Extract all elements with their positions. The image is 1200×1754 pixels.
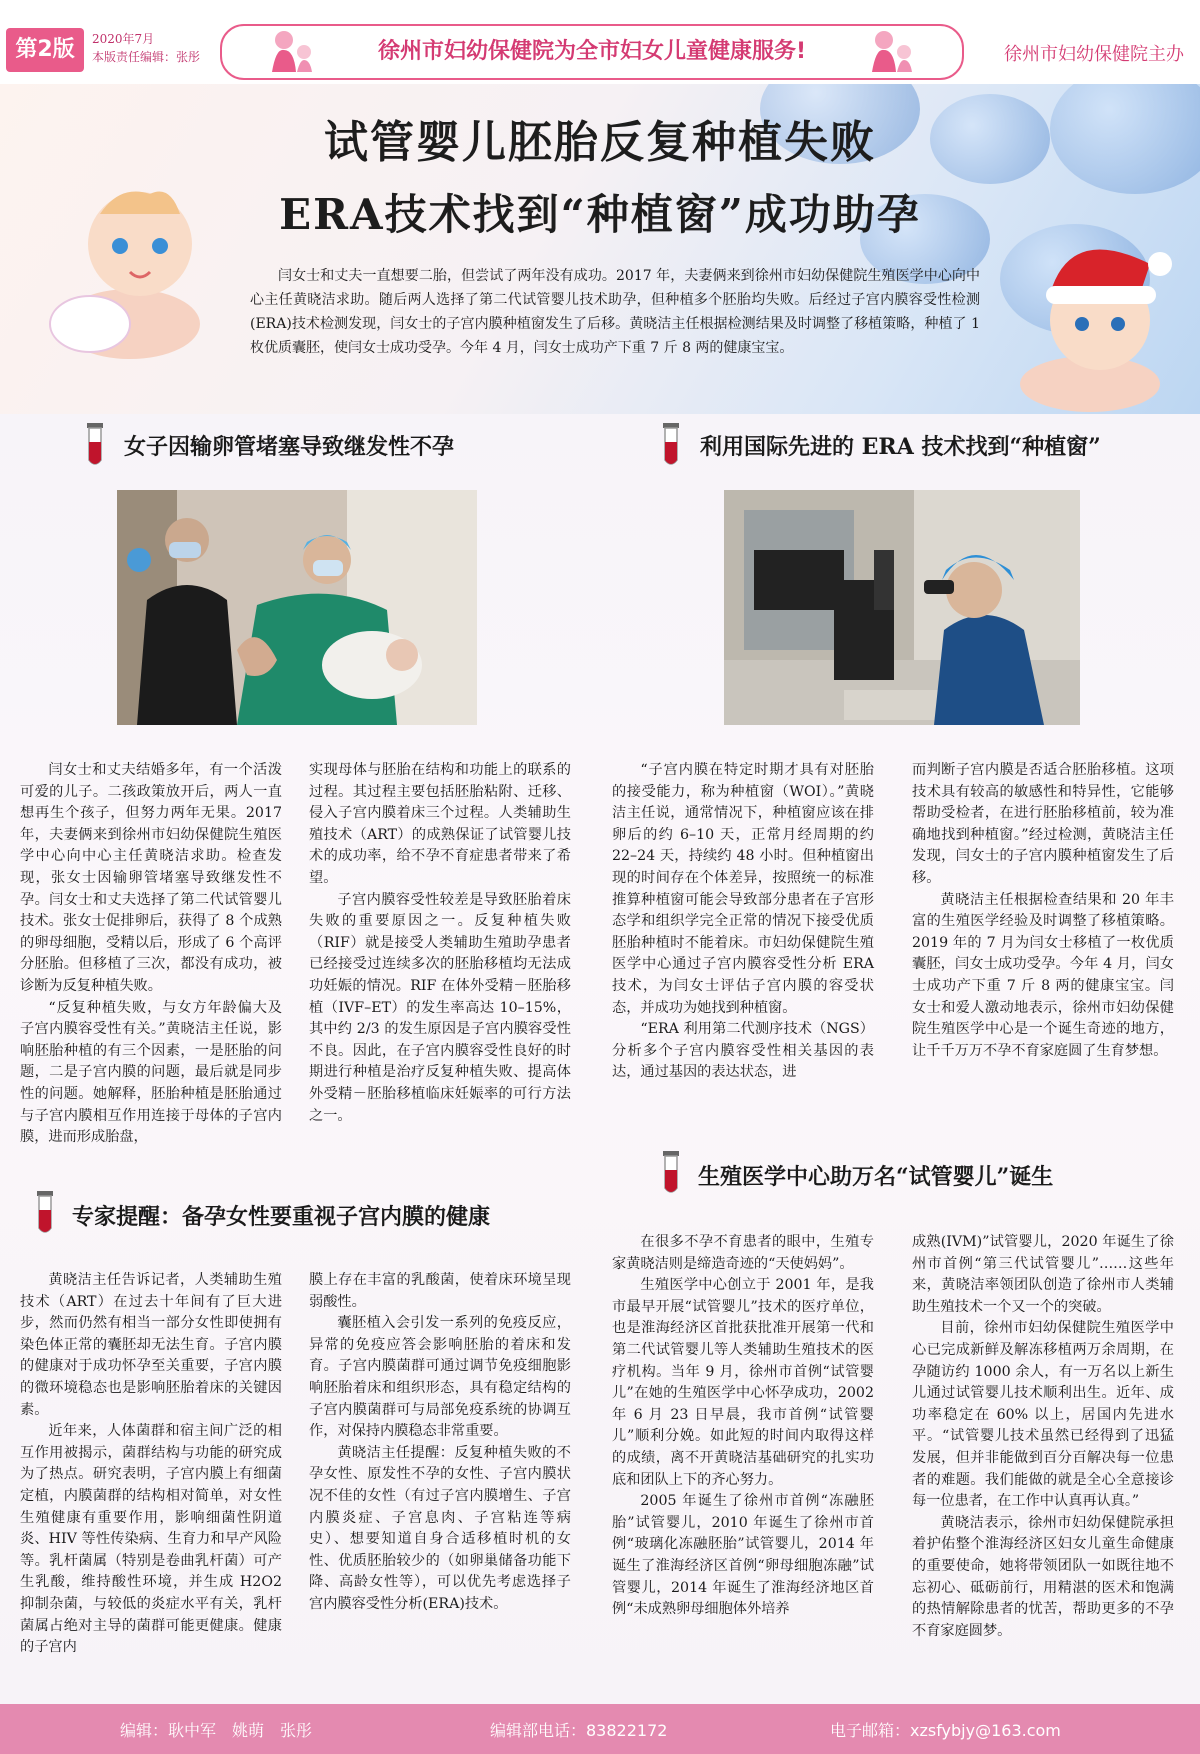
paragraph: “ERA 利用第二代测序技术（NGS）分析多个子宫内膜容受性相关基因的表达，通过基因的表达状态，进 xyxy=(612,1021,874,1081)
photo-family-with-newborn xyxy=(117,490,477,725)
headline-title-line1: 试管婴儿胚胎反复种植失败 xyxy=(324,117,876,168)
paragraph: “子宫内膜在特定时期才具有对胚胎的接受能力，称为种植窗（WOI）。”黄晓洁主任说，通常情况下，种植窗应该在排卵后的约 6–10 天，正常月经周期的约 22–24 天，持续约 48 小时。但种植窗出现的时间存在个体差异，按照统一的标准推算种植窗可能会导致部分患者在子宫形态学和组织学完全正常的情况下接受优质胚胎种植时不能着床。市妇幼保健院生殖医学中心通过子宫内膜容受性分析 ERA 技术，为闫女士评估子宫内膜的容受状态，并成功为她找到种植窗。 xyxy=(612,762,874,1016)
paragraph: 黄晓洁主任提醒：反复种植失败的不孕女性、原发性不孕的女性、子宫内膜状况不佳的女性（有过子宫内膜增生、子宫内膜炎症、子宫息肉、子宫粘连等病史）、想要知道自身合适移植时机的女性、优质胚胎较少的（如卵巢储备功能下降、高龄女性等），可以优先考虑选择子宫内膜容受性分析(ERA)技术。 xyxy=(309,1444,571,1612)
headline-title-line2: ERA技术找到“种植窗”成功助孕 xyxy=(279,190,921,239)
test-tube-icon xyxy=(660,422,682,468)
paragraph: 实现母体与胚胎在结构和功能上的联系的过程。其过程主要包括胚胎粘附、迁移、侵入子宫内膜着床三个过程。人类辅助生殖技术（ART）的成熟保证了试管婴儿技术的成功率，给不孕不育症患者带来了希望。 xyxy=(309,762,571,886)
headline-banner xyxy=(0,84,1200,414)
section-heading-3: 专家提醒：备孕女性要重视子宫内膜的健康 xyxy=(72,1204,491,1230)
footer-editors: 编辑：耿中军 姚萌 张彤 xyxy=(120,1721,313,1740)
article-column-1 xyxy=(20,760,282,1149)
issue-info xyxy=(92,30,200,66)
slogan-banner xyxy=(220,24,964,80)
page-number-tag: 第2版 xyxy=(6,28,84,72)
paragraph: 而判断子宫内膜是否适合胚胎移植。这项技术具有较高的敏感性和特异性，它能够帮助受检者，在进行胚胎移植前，较为准确地找到种植窗。”经过检测，黄晓洁主任发现，闫女士的子宫内膜种植窗发生了后移。 xyxy=(912,762,1174,886)
paragraph: 2005 年诞生了徐州市首例“冻融胚胎”试管婴儿，2010 年诞生了徐州市首例“玻璃化冻融胚胎”试管婴儿，2014 年诞生了淮海经济区首例“卵母细胞冻融”试管婴儿，2014 年诞生了淮海经济地区首例“未成熟卵母细胞体外培养 xyxy=(612,1493,874,1618)
test-tube-icon xyxy=(34,1190,56,1236)
section-heading-1: 女子因输卵管堵塞导致继发性不孕 xyxy=(124,434,455,460)
paragraph: 黄晓洁主任告诉记者，人类辅助生殖技术（ART）在过去十年间有了巨大进步，然而仍然有相当一部分女性即使拥有染色体正常的囊胚却无法生育。子宫内膜的健康对于成功怀孕至关重要，子宫内膜的微环境稳态也是影响胚胎着床的关键因素。 xyxy=(20,1272,282,1418)
paragraph: 近年来，人体菌群和宿主间广泛的相互作用被揭示，菌群结构与功能的研究成为了热点。研究表明，子宫内膜上有细菌定植，内膜菌群的结构相对简单，对女性生殖健康有重要作用，影响细菌性阴道炎、HIV 等性传染病、生育力和早产风险等。乳杆菌属（特别是卷曲乳杆菌）可产生乳酸，维持酸性环境，并生成 H2O2 抑制杂菌，与较低的炎症水平有关，乳杆菌属占绝对主导的菌群可能更健康。健康的子宫内 xyxy=(20,1423,282,1656)
lead-paragraph: 闫女士和丈夫一直想要二胎，但尝试了两年没有成功。2017 年，夫妻俩来到徐州市妇幼保健院生殖医学中心向中心主任黄晓洁求助。随后两人选择了第二代试管婴儿技术助孕，但种植多个胚胎均失败。后经过子宫内膜容受性检测(ERA)技术检测发现，闫女士的子宫内膜种植窗发生了后移。黄晓洁主任根据检测结果及时调整了移植策略，种植了 1 枚优质囊胚，使闫女士成功受孕。今年 4 月，闫女士成功产下重 7 斤 8 两的健康宝宝。 xyxy=(250,268,980,356)
paragraph: 成熟(IVM)”试管婴儿，2020 年诞生了徐州市首例“第三代试管婴儿”……这些年来，黄晓洁率领团队创造了徐州市人类辅助生殖技术一个又一个的突破。 xyxy=(912,1234,1174,1315)
issue-date: 2020年7月 xyxy=(92,32,155,46)
section-heading-4: 生殖医学中心助万名“试管婴儿”诞生 xyxy=(698,1164,1054,1190)
article-column-3 xyxy=(612,760,874,1084)
baby-icon xyxy=(1010,224,1190,414)
footer-phone: 编辑部电话：83822172 xyxy=(490,1721,668,1740)
photo-doctor-at-microscope xyxy=(724,490,1080,725)
paragraph: 在很多不孕不育患者的眼中，生殖专家黄晓洁则是缔造奇迹的“天使妈妈”。 xyxy=(612,1234,874,1272)
article-column-8 xyxy=(912,1232,1174,1642)
mother-baby-logo-icon xyxy=(862,28,922,74)
paragraph: 黄晓洁表示，徐州市妇幼保健院承担着护佑整个淮海经济区妇女儿童生命健康的重要使命，她将带领团队一如既往地不忘初心、砥砺前行，用精湛的医术和饱满的热情解除患者的忧苦，帮助更多的不孕不育家庭圆梦。 xyxy=(912,1514,1174,1639)
page-header xyxy=(0,0,1200,80)
paragraph: 膜上存在丰富的乳酸菌，使着床环境呈现弱酸性。 xyxy=(309,1272,571,1310)
host-organization: 徐州市妇幼保健院主办 xyxy=(1004,44,1184,65)
article-column-2 xyxy=(309,760,571,1127)
paragraph: 闫女士和丈夫结婚多年，有一个活泼可爱的儿子。二孩政策放开后，两人一直想再生个孩子，但努力两年无果。2017 年，夫妻俩来到徐州市妇幼保健院生殖医学中心向中心主任黄晓洁求助。检查发现，张女士因输卵管堵塞导致继发性不孕。闫女士和丈夫选择了第二代试管婴儿技术。张女士促排卵后，获得了 8 个成熟的卵母细胞，受精以后，形成了 6 个高评分胚胎。但移植了三次，都没有成功，被诊断为反复种植失败。 xyxy=(20,762,282,994)
article-column-6 xyxy=(309,1270,571,1616)
slogan-text: 徐州市妇幼保健院为全市妇女儿童健康服务! xyxy=(377,39,807,64)
section-heading-2: 利用国际先进的 ERA 技术找到“种植窗” xyxy=(700,434,1101,460)
paragraph: 子宫内膜容受性较差是导致胚胎着床失败的重要原因之一。反复种植失败（RIF）就是接受人类辅助生殖助孕患者已经接受过连续多次的胚胎移植均无法成功妊娠的情况。RIF 在体外受精－胚胎移植（IVF–ET）的发生率高达 10–15%，其中约 2/3 的发生原因是子宫内膜容受性不良。因此，在子宫内膜容受性良好的时期进行种植是治疗反复种植失败、提高体外受精－胚胎移植临床妊娠率的可行方法之一。 xyxy=(309,891,571,1124)
article-column-5 xyxy=(20,1270,282,1659)
paragraph: “反复种植失败，与女方年龄偏大及子宫内膜容受性有关。”黄晓洁主任说，影响胚胎种植的有三个因素，一是胚胎的问题，二是子宫内膜的问题，最后就是同步性的问题。她解释，胚胎种植是胚胎通过与子宫内膜相互作用连接于母体的子宫内膜，进而形成胎盘， xyxy=(20,999,282,1146)
editor-line: 本版责任编辑：张彤 xyxy=(92,50,201,64)
test-tube-icon xyxy=(84,422,106,468)
page-footer xyxy=(0,1704,1200,1754)
paragraph: 黄晓洁主任根据检查结果和 20 年丰富的生殖医学经验及时调整了移植策略。2019 年的 7 月为闫女士移植了一枚优质囊胚，闫女士成功受孕。今年 4 月，闫女士成功产下重 7 斤 8 两的健康宝宝。闫女士和爱人激动地表示，徐州市妇幼保健院生殖医学中心是一个诞生奇迹的地方，让千千万万不孕不育家庭圆了生育梦想。 xyxy=(912,891,1174,1059)
article-column-7 xyxy=(612,1232,874,1621)
footer-email: 电子邮箱：xzsfybjy@163.com xyxy=(830,1721,1061,1740)
article-column-4 xyxy=(912,760,1174,1062)
test-tube-icon xyxy=(660,1150,682,1196)
paragraph: 囊胚植入会引发一系列的免疫反应，异常的免疫应答会影响胚胎的着床和发育。子宫内膜菌群可通过调节免疫细胞影响胚胎着床和组织形态，具有稳定结构的子宫内膜菌群可与局部免疫系统的协调互作，对保持内膜稳态非常重要。 xyxy=(309,1315,571,1440)
paragraph: 目前，徐州市妇幼保健院生殖医学中心已完成新鲜及解冻移植两万余周期，在孕随访约 1000 余人，有一万名以上新生儿通过试管婴儿技术顺利出生。近年、成功率稳定在 60% 以上，居国内先进水平。“试管婴儿技术虽然已经得到了迅猛发展，但并非能做到百分百解决每一位患者的难题。我们能做的就是全心全意接诊每一位患者，在工作中认真再认真。” xyxy=(912,1320,1174,1510)
paragraph: 生殖医学中心创立于 2001 年，是我市最早开展“试管婴儿”技术的医疗单位，也是淮海经济区首批获批准开展第一代和第二代试管婴儿等人类辅助生殖技术的医疗机构。当年 9 月，徐州市首例“试管婴儿”在她的生殖医学中心怀孕成功，2002 年 6 月 23 日早晨，我市首例“试管婴儿”顺利分娩。如此短的时间内取得这样的成绩，离不开黄晓洁基础研究的扎实功底和团队上下的齐心努力。 xyxy=(612,1277,874,1488)
